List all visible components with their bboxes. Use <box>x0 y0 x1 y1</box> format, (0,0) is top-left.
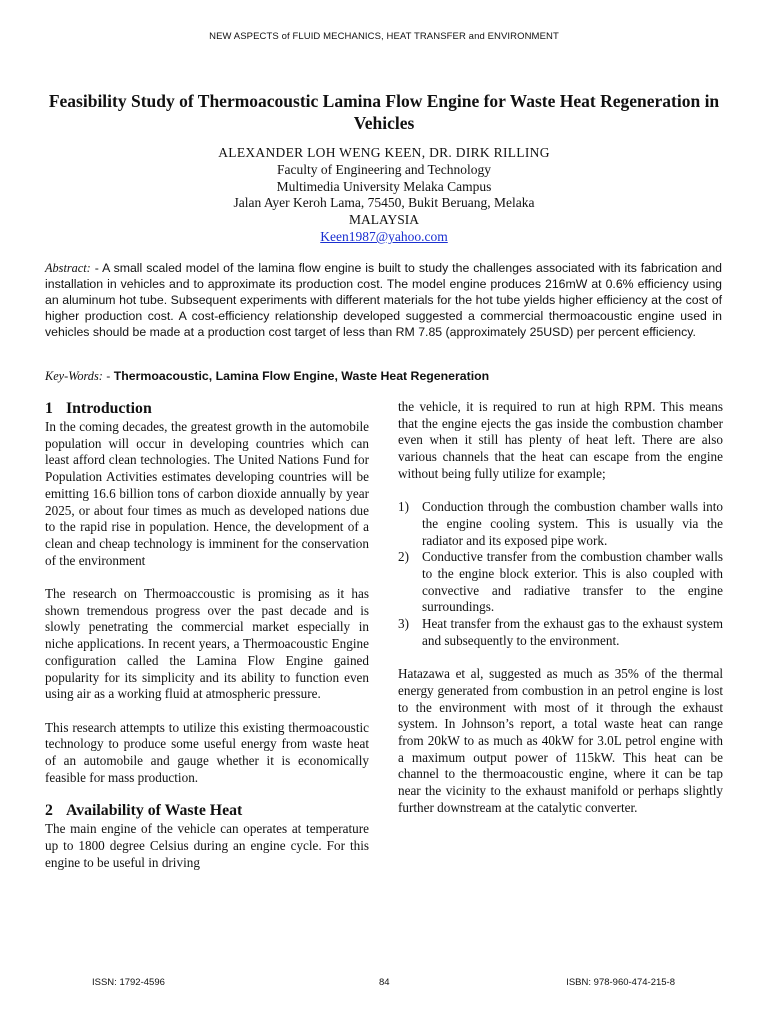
keywords-text: Thermoacoustic, Lamina Flow Engine, Waste Heat Regeneration <box>113 369 490 383</box>
paragraph: the vehicle, it is required to run at high RPM. This means that the engine ejects the gas inside the combustion chamber even when it still has plenty of heat left. There are also various channels that the heat can escape from the engine without being fully utilize for example; <box>398 399 723 481</box>
list-marker: 1) <box>398 499 409 515</box>
paragraph: The research on Thermoaccoustic is promising as it has shown tremendous progress over the past decade and is slowly penetrating the commercial market especially in niche applications. In recent years, a Thermoacoustic Engine configuration called the Lamina Flow Engine gained popularity for its simplicity and its ability to function even using air as a working fluid at atmospheric pressure. <box>45 586 369 702</box>
affiliation-line: Faculty of Engineering and Technology <box>276 161 491 177</box>
keywords <box>45 368 722 384</box>
footer-isbn: ISBN: 978-960-474-215-8 <box>566 977 675 988</box>
affiliation-line: Multimedia University Melaka Campus <box>276 178 492 194</box>
list-item-text: Heat transfer from the exhaust gas to the exhaust system and subsequently to the environment. <box>422 616 723 648</box>
list-item-text: Conduction through the combustion chamber walls into the engine cooling system. This is usually via the radiator and its exposed pipe work. <box>422 499 723 548</box>
abstract <box>45 260 722 340</box>
paper-title: Feasibility Study of Thermoacoustic Lamina Flow Engine for Waste Heat Regeneration in Vehicles <box>48 91 720 133</box>
keywords-label: Key-Words: <box>45 369 103 383</box>
left-column <box>45 399 369 872</box>
keywords-dash: - <box>102 369 114 383</box>
author-block <box>0 145 768 246</box>
list-marker: 3) <box>398 616 409 632</box>
list-marker: 2) <box>398 549 409 565</box>
list-item-text: Conductive transfer from the combustion chamber walls to the engine block exterior. This is also coupled with convective and radiative transfer to the engine surroundings. <box>422 549 723 615</box>
paragraph: The main engine of the vehicle can operates at temperature up to 1800 degree Celsius during an engine cycle. For this engine to be useful in driving <box>45 821 369 870</box>
email-link[interactable]: Keen1987@yahoo.com <box>320 228 448 244</box>
footer-issn: ISSN: 1792-4596 <box>92 977 165 988</box>
right-column <box>398 399 723 817</box>
list-item <box>398 616 723 649</box>
paragraph: This research attempts to utilize this existing thermoacoustic technology to produce some useful energy from waste heat of an automobile and gauge whether it is economically feasible for mass production. <box>45 719 369 785</box>
abstract-label: Abstract: <box>45 261 91 275</box>
section-heading-waste-heat <box>45 801 369 820</box>
affiliation-line: Jalan Ayer Keroh Lama, 75450, Bukit Beruang, Melaka <box>233 195 535 211</box>
heat-loss-list <box>398 499 723 649</box>
section-title: Introduction <box>66 400 152 417</box>
list-item <box>398 549 723 616</box>
section-title: Availability of Waste Heat <box>66 802 243 820</box>
section-number: 2 <box>45 802 53 820</box>
paragraph: Hatazawa et al, suggested as much as 35% of the thermal energy generated from combustion in an petrol engine is lost to the environment with most of it through the exhaust system. In Johnson’s report, a total waste heat can range from 20kW to as much as 40kW for 3.0L petrol engine with a maximum output power of 115kW. This heat can be channel to the thermoacoustic engine, where it can be tap near the vicinity to the exhaust manifold or perhaps slightly further downstream at the catalytic converter. <box>398 666 723 815</box>
section-heading-introduction <box>45 399 369 418</box>
list-item <box>398 499 723 549</box>
author-names: ALEXANDER LOH WENG KEEN, DR. DIRK RILLING <box>218 145 550 160</box>
section-number: 1 <box>45 400 53 417</box>
affiliation-line: MALAYSIA <box>348 212 419 228</box>
page-number: 84 <box>379 977 390 988</box>
paragraph: In the coming decades, the greatest growth in the automobile population will occur in developing countries which can least afford clean technologies. The United Nations Fund for Population Activities estimates developing countries will be emitting 16.6 billion tons of carbon dioxide annually by year 2025, or about four times as much as developed nations due to the rapid rise in population. Hence, the development of a clean and cheap technology is imminent for the conservation of the environment <box>45 419 369 568</box>
abstract-text: - A small scaled model of the lamina flow engine is built to study the challenges associated with its fabrication and installation in vehicles and to approximate its production cost. The model engine produces 216mW at 0.6% efficiency using an aluminum hot tube. Subsequent experiments with different materials for the hot tube yields higher efficiency at the cost of higher production cost. A cost-efficiency relationship developed suggested a commercial thermoacoustic engine used in vehicles should be made at a production cost target of less than RM 7.85 (approximately 25USD) per percent efficiency. <box>45 261 722 339</box>
running-header: NEW ASPECTS of FLUID MECHANICS, HEAT TRANSFER and ENVIRONMENT <box>209 31 559 42</box>
